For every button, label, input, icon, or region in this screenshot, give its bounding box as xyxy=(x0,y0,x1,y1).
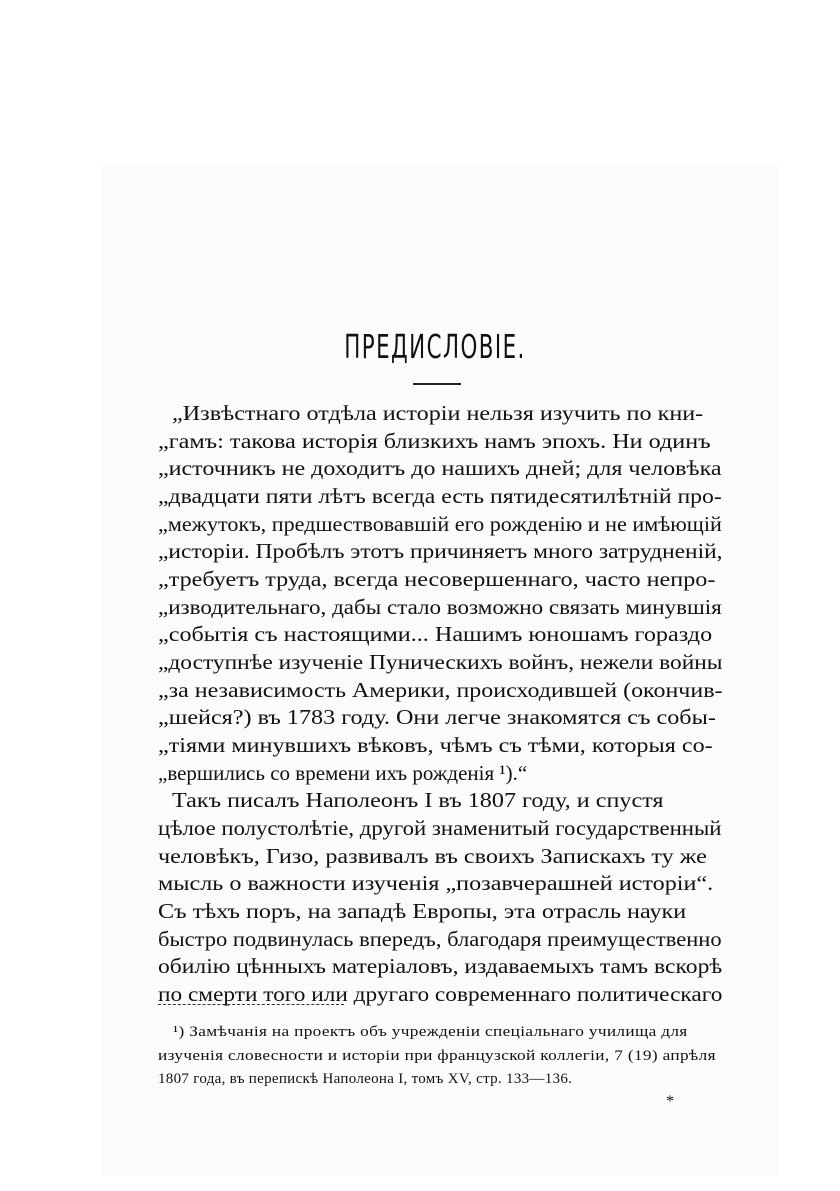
text-line: обилію цѣнныхъ матеріаловъ, издаваемыхъ тамъ вскорѣ xyxy=(158,954,723,978)
text-line: „доступнѣе изученіе Пуническихъ войнъ, нежели войны xyxy=(158,650,723,674)
text-line: „тіями минувшихъ вѣковъ, чѣмъ съ тѣми, которыя со- xyxy=(158,733,713,757)
text-line: мысль о важности изученія „позавчерашней исторіи“. xyxy=(158,871,714,895)
text-line: „событія съ настоящими... Нашимъ юношамъ гораздо xyxy=(158,622,713,646)
text-line: „требуетъ труда, всегда несовершеннаго, часто непро- xyxy=(158,567,716,591)
page-title: ПРЕДИСЛОВІЕ. xyxy=(344,327,526,366)
footnote-line: изученія словесности и исторіи при французской коллегіи, 7 (19) апрѣля xyxy=(158,1048,716,1064)
text-line: „двадцати пяти лѣтъ всегда есть пятидесятилѣтній про- xyxy=(158,484,722,508)
text-line: „исторіи. Пробѣлъ этотъ причиняетъ много затрудненій, xyxy=(158,539,723,563)
text-line: „гамъ: такова исторія близкихъ намъ эпохъ. Ни одинъ xyxy=(158,429,711,453)
text-line: „изводительнаго, дабы стало возможно связать минувшія xyxy=(158,595,722,619)
footnote-divider xyxy=(158,1004,344,1006)
footnote-line: 1807 года, въ перепискѣ Наполеона I, томъ XV, стр. 133—136. xyxy=(158,1071,573,1087)
footnote-line: ¹) Замѣчанія на проектъ объ учрежденіи спеціальнаго училища для xyxy=(173,1024,688,1040)
text-line: цѣлое полустолѣтіе, другой знаменитый государственный xyxy=(158,816,722,840)
text-line: Съ тѣхъ поръ, на западѣ Европы, эта отрасль науки xyxy=(158,899,687,923)
text-line: Такъ писалъ Наполеонъ I въ 1807 году, и спустя xyxy=(172,788,664,812)
text-line: „шейся?) въ 1783 году. Они легче знакомятся съ собы- xyxy=(158,705,716,729)
title-divider xyxy=(413,383,461,385)
text-line: „межутокъ, предшествовавшій его рожденію и не имѣющій xyxy=(158,512,722,536)
text-line: человѣкъ, Гизо, развивалъ въ своихъ Запискахъ ту же xyxy=(158,844,707,868)
text-line: „источникъ не доходитъ до нашихъ дней; для человѣка xyxy=(158,456,722,480)
text-line: „Извѣстнаго отдѣла исторіи нельзя изучить по кни- xyxy=(172,401,704,425)
text-line: по смерти того или другаго современнаго политическаго xyxy=(158,982,723,1006)
text-line: быстро подвинулась впередъ, благодаря преимущественно xyxy=(158,927,722,951)
text-line: „за независимость Америки, происходившей (окончив- xyxy=(158,678,723,702)
text-line: „вершились со времени ихъ рожденія ¹).“ xyxy=(158,761,528,785)
signature-marker: * xyxy=(666,1093,674,1110)
